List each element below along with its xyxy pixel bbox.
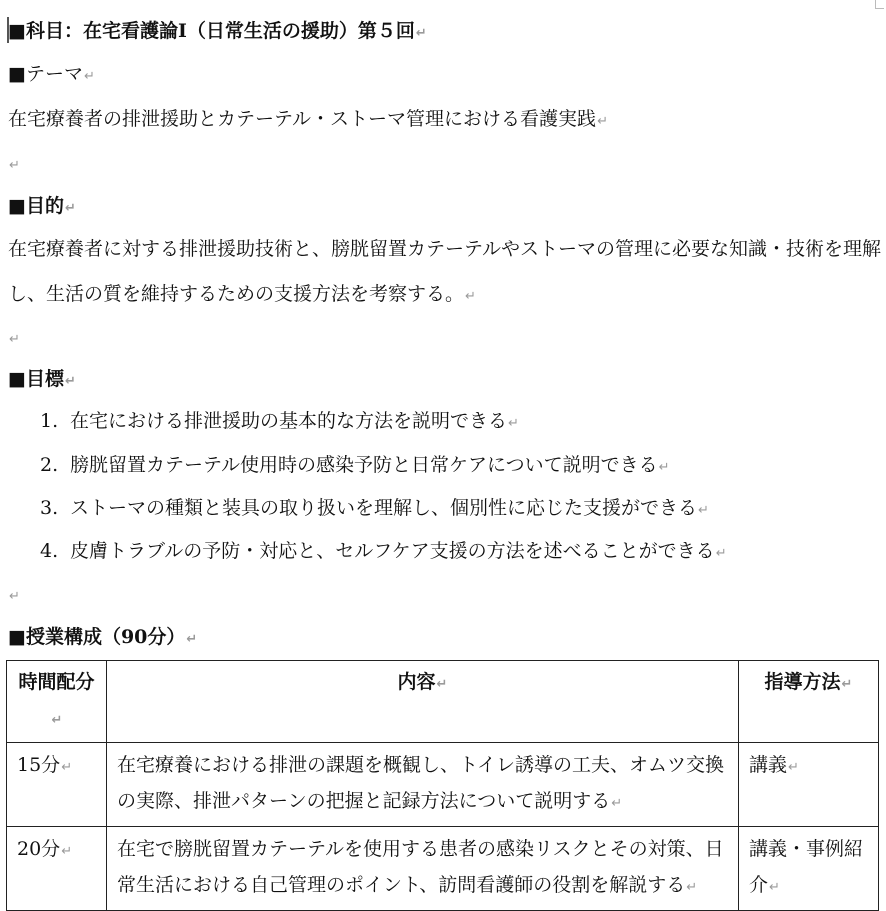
paragraph-mark-icon: ↵ (611, 796, 623, 811)
table-row (7, 827, 879, 911)
lesson-structure-table (6, 660, 879, 911)
paragraph-mark-icon: ↵ (64, 374, 76, 389)
paragraph-mark-icon: ↵ (61, 844, 73, 859)
paragraph-mark-icon: ↵ (9, 332, 20, 347)
paragraph-mark-icon: ↵ (83, 69, 95, 84)
paragraph-mark-icon: ↵ (9, 158, 20, 173)
paragraph-mark-icon: ↵ (465, 289, 476, 304)
paragraph-mark-icon: ↵ (658, 460, 670, 475)
empty-paragraph[interactable] (8, 581, 20, 610)
goals-heading[interactable]: ■目標↵ (8, 368, 76, 390)
goal-item[interactable]: 2. 膀胱留置カテーテル使用時の感染予防と日常ケアについて説明できる↵ (40, 454, 670, 476)
paragraph-mark-icon: ↵ (841, 677, 853, 692)
paragraph-mark-icon: ↵ (715, 546, 727, 561)
purpose-text-line-1[interactable]: 在宅療養者に対する排泄援助技術と、膀胱留置カテーテルやストーマの管理に必要な知識・技術を理解 (8, 238, 882, 260)
header-cell-time[interactable]: 時間配分↵ (7, 661, 107, 743)
goal-item[interactable]: 4. 皮膚トラブルの予防・対応と、セルフケア支援の方法を述べることができる↵ (40, 540, 727, 562)
paragraph-mark-icon: ↵ (698, 503, 709, 518)
paragraph-mark-icon: ↵ (51, 713, 63, 728)
empty-paragraph[interactable] (8, 150, 20, 179)
paragraph-mark-icon: ↵ (61, 760, 73, 775)
header-cell-method[interactable]: 指導方法↵ (739, 661, 879, 743)
structure-heading[interactable]: ■授業構成（90分）↵ (8, 626, 198, 648)
purpose-heading[interactable]: ■目的↵ (8, 195, 76, 217)
paragraph-mark-icon: ↵ (415, 26, 427, 41)
goal-item[interactable]: 3. ストーマの種類と装具の取り扱いを理解し、個別性に応じた支援ができる↵ (40, 497, 709, 519)
cell-time[interactable]: 20分↵ (7, 827, 107, 911)
paragraph-mark-icon: ↵ (186, 632, 198, 647)
course-heading[interactable]: ■科目：在宅看護論Ⅰ（日常生活の援助）第５回↵ (8, 20, 427, 42)
table-header-row (7, 661, 879, 743)
cell-method[interactable]: 講義・事例紹介↵ (739, 827, 879, 911)
paragraph-mark-icon: ↵ (686, 880, 698, 895)
cell-content[interactable]: 在宅療養における排泄の課題を概観し、トイレ誘導の工夫、オムツ交換の実際、排泄パターンの把握と記録方法について説明する↵ (107, 743, 739, 827)
purpose-text-line-2[interactable]: し、生活の質を維持するための支援方法を考察する。↵ (8, 283, 476, 305)
goal-item[interactable]: 1. 在宅における排泄援助の基本的な方法を説明できる↵ (40, 410, 519, 432)
paragraph-mark-icon: ↵ (64, 201, 76, 216)
header-cell-content[interactable]: 内容↵ (107, 661, 739, 743)
paragraph-mark-icon: ↵ (769, 880, 780, 895)
cell-content[interactable]: 在宅で膀胱留置カテーテルを使用する患者の感染リスクとその対策、日常生活における自己管理のポイント、訪問看護師の役割を解説する↵ (107, 827, 739, 911)
table-row (7, 743, 879, 827)
theme-heading[interactable]: ■テーマ↵ (8, 63, 95, 85)
page-corner-mark (875, 0, 884, 9)
paragraph-mark-icon: ↵ (788, 760, 799, 775)
cell-time[interactable]: 15分↵ (7, 743, 107, 827)
paragraph-mark-icon: ↵ (597, 114, 608, 129)
empty-paragraph[interactable] (8, 324, 20, 353)
paragraph-mark-icon: ↵ (508, 416, 519, 431)
paragraph-mark-icon: ↵ (9, 589, 20, 604)
cell-method[interactable]: 講義↵ (739, 743, 879, 827)
theme-text[interactable]: 在宅療養者の排泄援助とカテーテル・ストーマ管理における看護実践↵ (8, 108, 608, 130)
paragraph-mark-icon: ↵ (436, 677, 448, 692)
